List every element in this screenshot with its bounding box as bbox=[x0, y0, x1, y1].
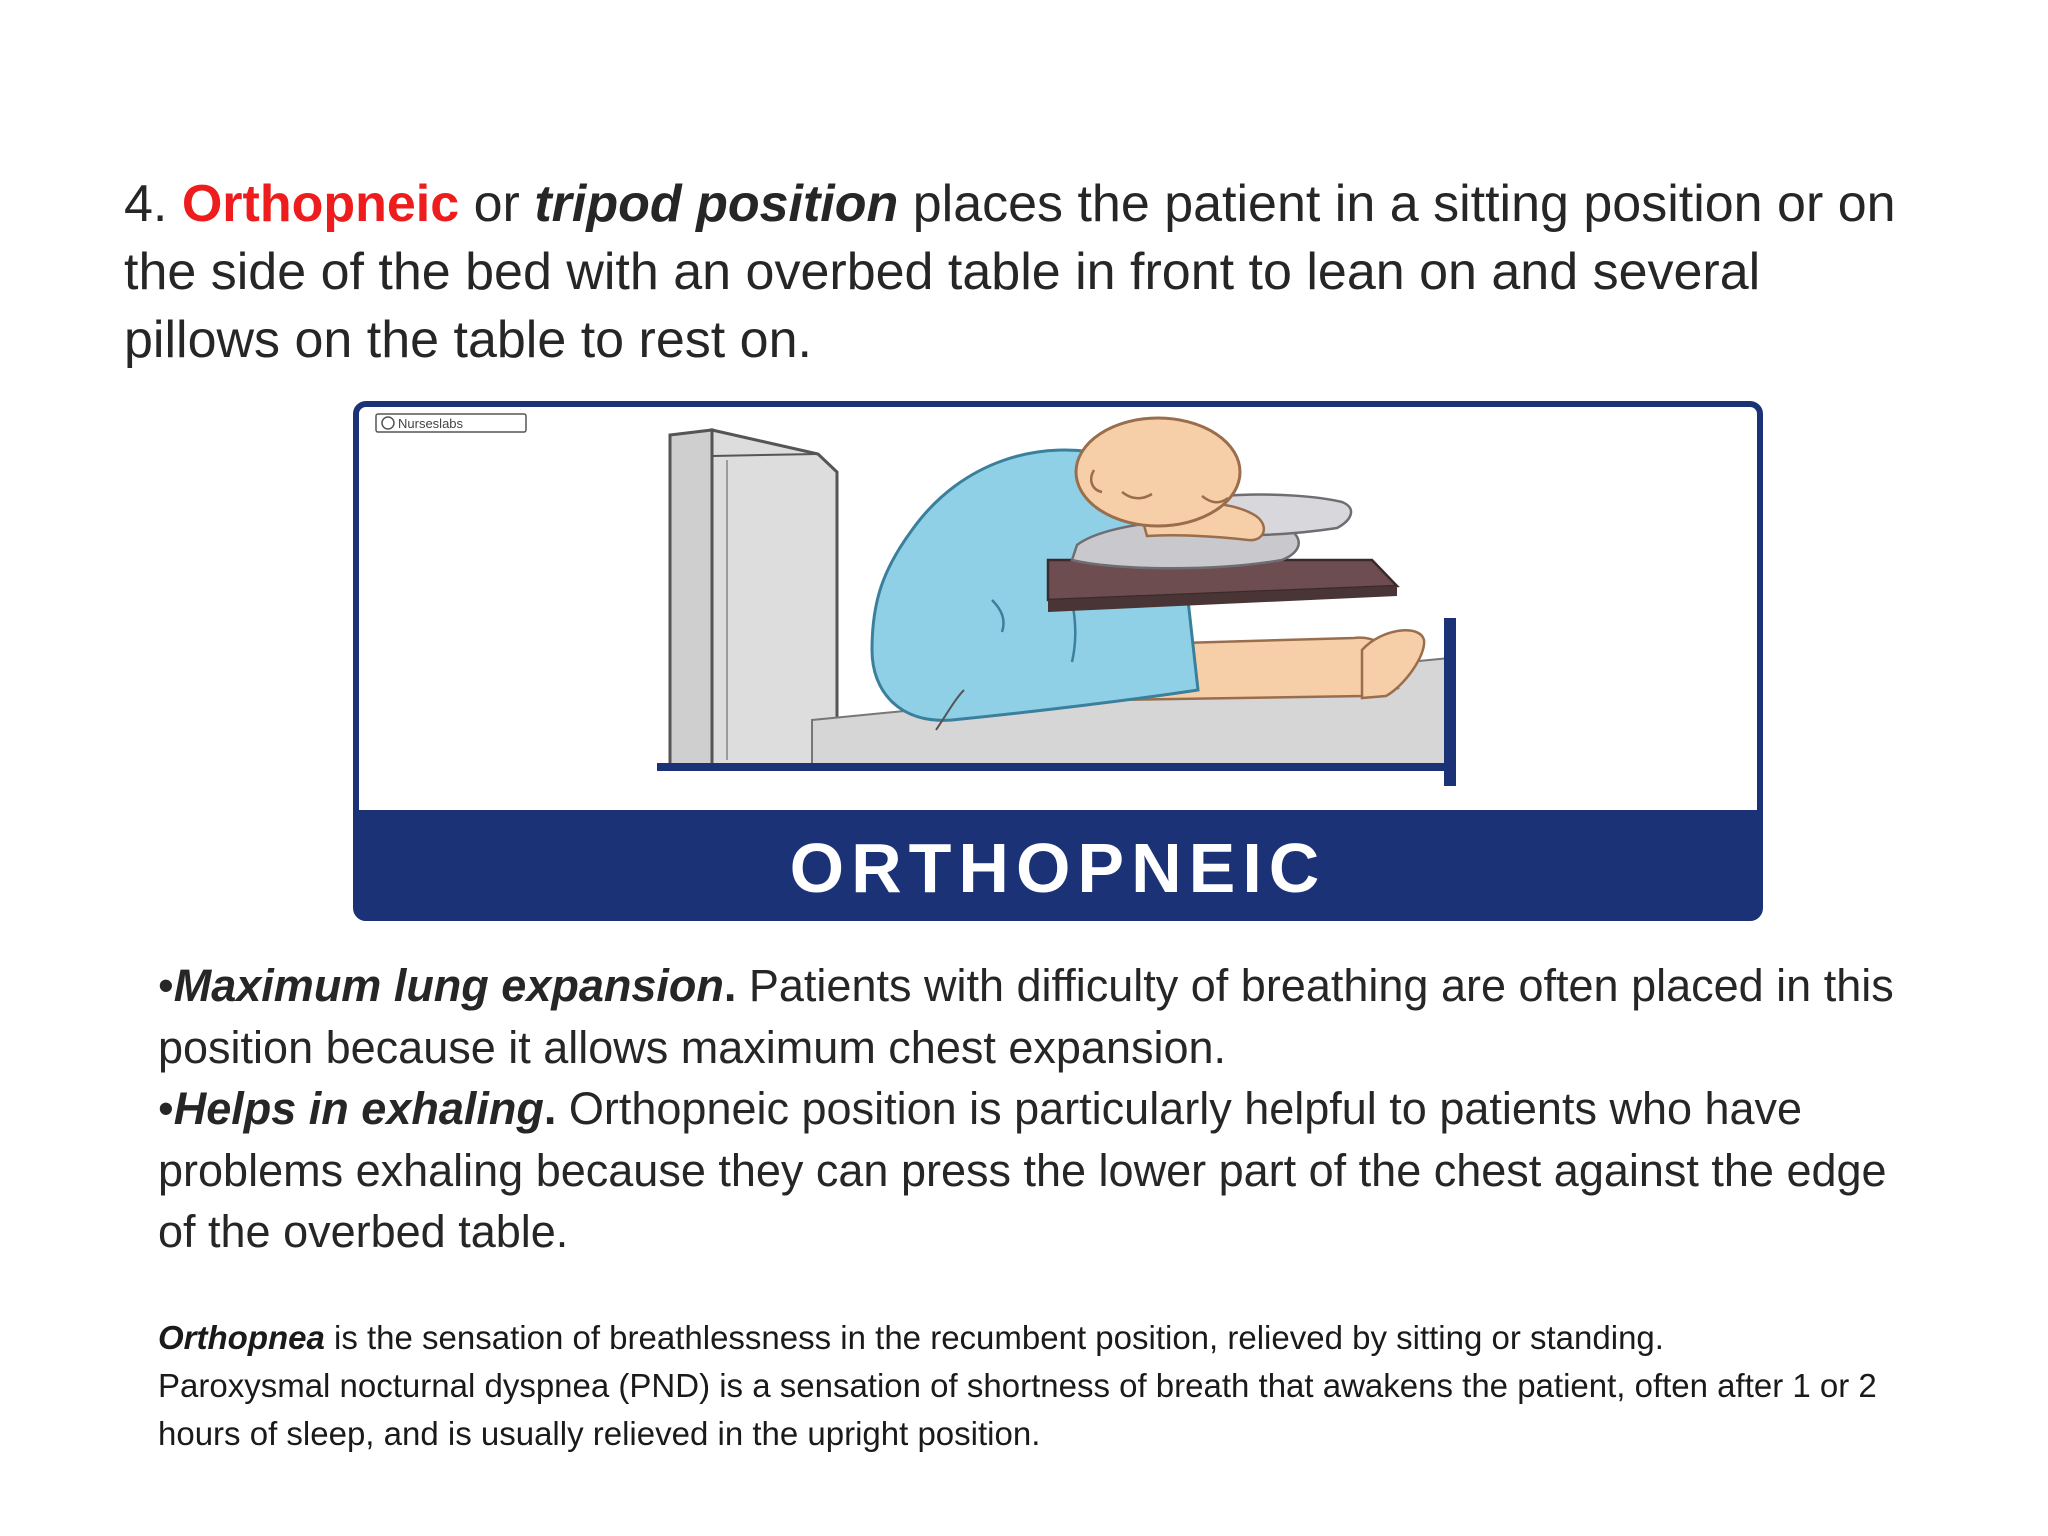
heading-paragraph bbox=[124, 170, 1924, 374]
heading-number: 4. bbox=[124, 175, 168, 233]
bullet-helps-in-exhaling bbox=[158, 1078, 1918, 1263]
bullet-title: Helps in exhaling bbox=[173, 1083, 544, 1134]
patient-head bbox=[1076, 418, 1240, 526]
heading-term-tripod: tripod position bbox=[534, 175, 899, 233]
orthopneic-illustration bbox=[352, 400, 1764, 924]
bullet-marker: • bbox=[158, 960, 174, 1011]
heading-connector: or bbox=[473, 175, 520, 233]
watermark-text: Nurseslabs bbox=[398, 416, 464, 431]
heading-term-orthopneic: Orthopneic bbox=[181, 175, 460, 233]
bullet-list bbox=[158, 955, 1918, 1263]
bullet-text: Patients with difficulty of breathing are often placed in this position because it allows maximum chest expansion. bbox=[158, 960, 1894, 1073]
orthopnea-definition bbox=[158, 1314, 1938, 1362]
nurseslabs-watermark bbox=[376, 414, 526, 432]
bullet-period: . bbox=[723, 960, 737, 1011]
bullet-title: Maximum lung expansion bbox=[173, 960, 724, 1011]
pnd-definition: Paroxysmal nocturnal dyspnea (PND) is a sensation of shortness of breath that awakens the patient, often after 1 or 2 hours of sleep, and is usually relieved in the upright position. bbox=[158, 1367, 1877, 1452]
heading-text: places the patient in a sitting position or on the side of the bed with an overbed table in front to lean on and several pillows on the table to rest on. bbox=[124, 175, 1896, 369]
bullet-text: Orthopneic position is particularly helpful to patients who have problems exhaling because they can press the lower part of the chest against the edge of the overbed table. bbox=[158, 1083, 1887, 1257]
bullet-maximum-lung-expansion bbox=[158, 955, 1918, 1078]
definition-note bbox=[158, 1314, 1938, 1458]
bed-footboard bbox=[1444, 618, 1456, 786]
bed-headboard bbox=[670, 430, 837, 765]
bullet-period: . bbox=[543, 1083, 557, 1134]
orthopnea-term: Orthopnea bbox=[158, 1319, 325, 1356]
bullet-marker: • bbox=[158, 1083, 174, 1134]
banner-label: ORTHOPNEIC bbox=[789, 829, 1327, 907]
orthopnea-text: is the sensation of breathlessness in the recumbent position, relieved by sitting or standing. bbox=[334, 1319, 1664, 1356]
